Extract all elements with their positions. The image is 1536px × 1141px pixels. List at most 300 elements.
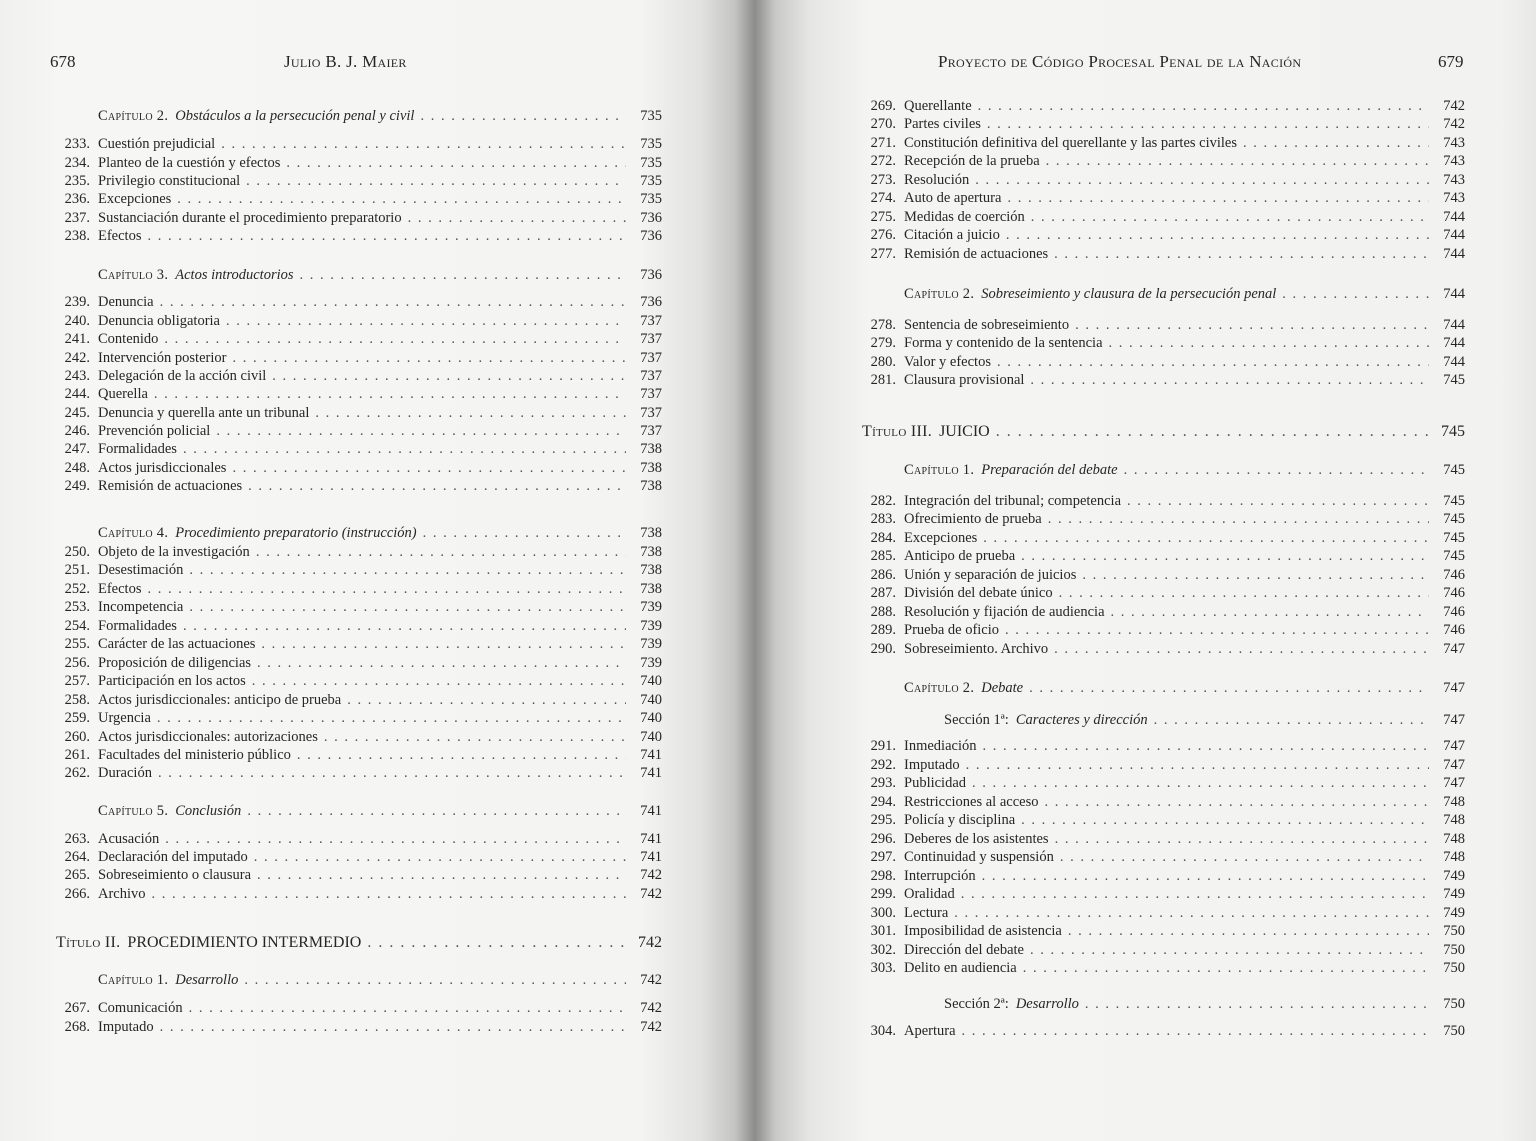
chapter-title: Desarrollo — [175, 972, 239, 988]
article-number: 299. — [870, 886, 896, 902]
page-ref: 736 — [640, 294, 662, 310]
dot-leader — [1085, 996, 1429, 1013]
toc-entry — [50, 313, 662, 332]
toc-entry — [856, 246, 1465, 265]
entry-title: Desestimación — [98, 562, 184, 578]
entry-title: Resolución — [904, 172, 970, 188]
article-number: 302. — [870, 942, 896, 958]
article-number: 296. — [870, 831, 896, 847]
dot-leader — [154, 386, 626, 403]
page-ref: 737 — [640, 386, 662, 402]
article-number: 274. — [870, 190, 896, 206]
entry-title: Oralidad — [904, 886, 955, 902]
page-ref: 748 — [1443, 794, 1465, 810]
article-number: 258. — [64, 692, 90, 708]
dot-leader — [254, 849, 626, 866]
page-number: 678 — [50, 52, 76, 71]
article-number: 259. — [64, 710, 90, 726]
article-number: 248. — [64, 460, 90, 476]
page-ref: 739 — [640, 599, 662, 615]
entry-title: Proposición de diligencias — [98, 655, 252, 671]
dot-leader — [1031, 209, 1429, 226]
entry-title: Facultades del ministerio público — [98, 747, 291, 763]
toc-entry — [856, 98, 1465, 117]
entry-title: Delito en audiencia — [904, 960, 1017, 976]
article-number: 257. — [64, 673, 90, 689]
article-number: 233. — [64, 136, 90, 152]
entry-title: Restricciones al acceso — [904, 794, 1039, 810]
dot-leader — [1006, 227, 1429, 244]
dot-leader — [1059, 585, 1429, 602]
page-ref: 743 — [1443, 153, 1465, 169]
entry-title: Policía y disciplina — [904, 812, 1016, 828]
page-ref: 738 — [640, 525, 662, 541]
article-number: 269. — [870, 98, 896, 114]
article-number: 280. — [870, 354, 896, 370]
entry-title: Objeto de la investigación — [98, 544, 250, 560]
chapter-label: Capítulo 4. — [98, 525, 169, 541]
page-ref: 744 — [1443, 335, 1465, 351]
article-number: 278. — [870, 317, 896, 333]
entry-title: Ofrecimiento de prueba — [904, 511, 1042, 527]
article-number: 287. — [870, 585, 896, 601]
dot-leader — [961, 886, 1429, 903]
article-number: 241. — [64, 331, 90, 347]
toc-entry — [856, 317, 1465, 336]
entry-title: Contenido — [98, 331, 159, 347]
dot-leader — [1044, 794, 1429, 811]
chapter-heading — [50, 267, 662, 286]
toc-entry — [50, 405, 662, 424]
article-number: 266. — [64, 886, 90, 902]
chapter-heading — [50, 525, 662, 544]
page-ref: 735 — [640, 191, 662, 207]
dot-leader — [252, 673, 626, 690]
dot-leader — [246, 173, 626, 190]
dot-leader — [286, 155, 626, 172]
toc-entry — [856, 567, 1465, 586]
page-ref: 750 — [1443, 996, 1465, 1012]
toc-entry — [50, 350, 662, 369]
dot-leader — [232, 460, 626, 477]
article-number: 288. — [870, 604, 896, 620]
toc-entry — [856, 116, 1465, 135]
page-ref: 738 — [640, 562, 662, 578]
page-ref: 750 — [1443, 1023, 1465, 1039]
article-number: 256. — [64, 655, 90, 671]
toc-entry — [856, 886, 1465, 905]
dot-leader — [1030, 942, 1429, 959]
page-ref: 748 — [1443, 831, 1465, 847]
dot-leader — [272, 368, 626, 385]
toc-entry — [856, 153, 1465, 172]
page-ref: 742 — [640, 1019, 662, 1035]
dot-leader — [232, 350, 626, 367]
page-ref: 740 — [640, 710, 662, 726]
article-number: 292. — [870, 757, 896, 773]
dot-leader — [997, 354, 1429, 371]
page-ref: 745 — [1441, 423, 1465, 440]
toc-entry — [50, 386, 662, 405]
dot-leader — [1154, 712, 1429, 729]
article-number: 237. — [64, 210, 90, 226]
entry-title: Resolución y fijación de audiencia — [904, 604, 1105, 620]
entry-title: Archivo — [98, 886, 146, 902]
entry-title: Querellante — [904, 98, 972, 114]
page-ref: 743 — [1443, 172, 1465, 188]
page-ref: 735 — [640, 173, 662, 189]
dot-leader — [1075, 317, 1429, 334]
article-number: 247. — [64, 441, 90, 457]
toc-entry — [50, 710, 662, 729]
page-ref: 740 — [640, 692, 662, 708]
article-number: 234. — [64, 155, 90, 171]
page-ref: 747 — [1443, 680, 1465, 696]
article-number: 262. — [64, 765, 90, 781]
page-ref: 742 — [640, 886, 662, 902]
dot-leader — [1029, 680, 1429, 697]
dot-leader — [160, 294, 626, 311]
article-number: 295. — [870, 812, 896, 828]
article-number: 272. — [870, 153, 896, 169]
article-number: 267. — [64, 1000, 90, 1016]
dot-leader — [420, 108, 626, 125]
article-number: 263. — [64, 831, 90, 847]
dot-leader — [978, 98, 1429, 115]
titulo-label: Título III. — [862, 423, 933, 440]
dot-leader — [257, 655, 626, 672]
toc-entry — [50, 294, 662, 313]
page-ref: 737 — [640, 331, 662, 347]
article-number: 239. — [64, 294, 90, 310]
chapter-heading — [50, 972, 662, 991]
page-ref: 749 — [1443, 886, 1465, 902]
titulo-heading — [856, 423, 1465, 442]
toc-entry — [856, 493, 1465, 512]
page-ref: 745 — [1443, 462, 1465, 478]
page-ref: 749 — [1443, 905, 1465, 921]
chapter-title: Procedimiento preparatorio (instrucción) — [175, 525, 417, 541]
dot-leader — [324, 729, 626, 746]
article-number: 235. — [64, 173, 90, 189]
entry-title: Actos jurisdiccionales: anticipo de prueba — [98, 692, 342, 708]
section-heading — [856, 712, 1465, 731]
article-number: 283. — [870, 511, 896, 527]
titulo-label: Título II. — [56, 934, 121, 951]
dot-leader — [189, 562, 626, 579]
dot-leader — [226, 313, 626, 330]
dot-leader — [297, 747, 626, 764]
article-number: 300. — [870, 905, 896, 921]
chapter-heading — [50, 108, 662, 127]
dot-leader — [1021, 548, 1429, 565]
toc-entry — [50, 655, 662, 674]
page-ref: 743 — [1443, 135, 1465, 151]
page-ref: 746 — [1443, 585, 1465, 601]
chapter-title: Sobreseimiento y clausura de la persecución penal — [981, 286, 1277, 302]
article-number: 273. — [870, 172, 896, 188]
toc-entry — [856, 831, 1465, 850]
page-ref: 742 — [1443, 98, 1465, 114]
article-number: 236. — [64, 191, 90, 207]
dot-leader — [1068, 923, 1429, 940]
article-number: 251. — [64, 562, 90, 578]
dot-leader — [1111, 604, 1429, 621]
entry-title: Remisión de actuaciones — [98, 478, 243, 494]
entry-title: Denuncia — [98, 294, 154, 310]
dot-leader — [1048, 511, 1429, 528]
article-number: 297. — [870, 849, 896, 865]
article-number: 246. — [64, 423, 90, 439]
entry-title: Imposibilidad de asistencia — [904, 923, 1062, 939]
dot-leader — [248, 478, 626, 495]
page-ref: 741 — [640, 765, 662, 781]
article-number: 277. — [870, 246, 896, 262]
entry-title: Inmediación — [904, 738, 977, 754]
entry-title: Actos jurisdiccionales: autorizaciones — [98, 729, 318, 745]
chapter-title: Preparación del debate — [981, 462, 1118, 478]
entry-title: Forma y contenido de la sentencia — [904, 335, 1103, 351]
page-ref: 736 — [640, 228, 662, 244]
dot-leader — [982, 868, 1429, 885]
dot-leader — [256, 544, 626, 561]
toc-entry — [50, 1019, 662, 1038]
chapter-label: Capítulo 1. — [904, 462, 975, 478]
article-number: 279. — [870, 335, 896, 351]
toc-entry — [856, 135, 1465, 154]
toc-entry — [50, 692, 662, 711]
article-number: 238. — [64, 228, 90, 244]
toc-entry — [856, 960, 1465, 979]
toc-entry — [50, 562, 662, 581]
page-ref: 738 — [640, 460, 662, 476]
toc-entry — [856, 812, 1465, 831]
dot-leader — [1055, 831, 1429, 848]
article-number: 301. — [870, 923, 896, 939]
toc-entry — [856, 209, 1465, 228]
dot-leader — [221, 136, 626, 153]
toc-entry — [50, 1000, 662, 1019]
chapter-label: Capítulo 2. — [98, 108, 169, 124]
page-ref: 739 — [640, 618, 662, 634]
page-number: 679 — [1438, 52, 1464, 71]
page-ref: 743 — [1443, 190, 1465, 206]
dot-leader — [347, 692, 626, 709]
page-ref: 747 — [1443, 712, 1465, 728]
chapter-heading — [50, 803, 662, 822]
dot-leader — [1127, 493, 1429, 510]
right-page — [770, 0, 1536, 1141]
entry-title: Excepciones — [904, 530, 978, 546]
dot-leader — [1046, 153, 1429, 170]
entry-title: Denuncia y querella ante un tribunal — [98, 405, 310, 421]
dot-leader — [1021, 812, 1429, 829]
page-ref: 744 — [1443, 354, 1465, 370]
entry-title: Urgencia — [98, 710, 151, 726]
page-ref: 735 — [640, 108, 662, 124]
toc-entry — [50, 849, 662, 868]
article-number: 264. — [64, 849, 90, 865]
section-heading — [856, 996, 1465, 1015]
toc-entry — [856, 622, 1465, 641]
entry-title: Privilegio constitucional — [98, 173, 241, 189]
toc-entry — [856, 227, 1465, 246]
dot-leader — [408, 210, 626, 227]
page-ref: 744 — [1443, 246, 1465, 262]
page-ref: 748 — [1443, 812, 1465, 828]
article-number: 275. — [870, 209, 896, 225]
page-ref: 740 — [640, 729, 662, 745]
entry-title: Lectura — [904, 905, 949, 921]
dot-leader — [160, 1019, 626, 1036]
article-number: 268. — [64, 1019, 90, 1035]
toc-entry — [856, 335, 1465, 354]
page-ref: 745 — [1443, 511, 1465, 527]
toc-entry — [50, 581, 662, 600]
toc-entry — [50, 544, 662, 563]
toc-entry — [856, 585, 1465, 604]
dot-leader — [189, 1000, 626, 1017]
toc-entry — [50, 423, 662, 442]
dot-leader — [1054, 246, 1429, 263]
page-ref: 737 — [640, 313, 662, 329]
toc-entry — [856, 942, 1465, 961]
toc-entry — [856, 530, 1465, 549]
entry-title: Excepciones — [98, 191, 172, 207]
article-number: 286. — [870, 567, 896, 583]
toc-entry — [50, 191, 662, 210]
chapter-title: Actos introductorios — [175, 267, 294, 283]
dot-leader — [1243, 135, 1429, 152]
article-number: 249. — [64, 478, 90, 494]
page-ref: 747 — [1443, 738, 1465, 754]
toc-entry — [50, 886, 662, 905]
toc-entry — [856, 604, 1465, 623]
article-number: 240. — [64, 313, 90, 329]
dot-leader — [1007, 190, 1429, 207]
article-number: 265. — [64, 867, 90, 883]
dot-leader — [147, 228, 626, 245]
entry-title: Unión y separación de juicios — [904, 567, 1077, 583]
page-ref: 745 — [1443, 493, 1465, 509]
chapter-heading — [856, 286, 1465, 305]
entry-title: Medidas de coerción — [904, 209, 1025, 225]
dot-leader — [158, 765, 626, 782]
toc-entry — [50, 747, 662, 766]
dot-leader — [367, 934, 626, 952]
entry-title: Remisión de actuaciones — [904, 246, 1049, 262]
entry-title: Declaración del imputado — [98, 849, 248, 865]
article-number: 291. — [870, 738, 896, 754]
dot-leader — [152, 886, 626, 903]
entry-title: Formalidades — [98, 618, 177, 634]
article-number: 281. — [870, 372, 896, 388]
toc-entry — [50, 867, 662, 886]
page-ref: 744 — [1443, 209, 1465, 225]
article-number: 303. — [870, 960, 896, 976]
entry-title: Comunicación — [98, 1000, 183, 1016]
article-number: 255. — [64, 636, 90, 652]
section-label: Sección 1ª: — [944, 712, 1009, 728]
section-label: Sección 2ª: — [944, 996, 1009, 1012]
toc-entry — [856, 511, 1465, 530]
dot-leader — [244, 972, 626, 989]
entry-title: Efectos — [98, 228, 142, 244]
page-ref: 747 — [1443, 641, 1465, 657]
dot-leader — [1005, 622, 1429, 639]
entry-title: Prueba de oficio — [904, 622, 1000, 638]
page-ref: 747 — [1443, 757, 1465, 773]
article-number: 293. — [870, 775, 896, 791]
entry-title: Valor y efectos — [904, 354, 991, 370]
entry-title: Intervención posterior — [98, 350, 227, 366]
chapter-label: Capítulo 2. — [904, 680, 975, 696]
dot-leader — [1060, 849, 1429, 866]
chapter-title: Obstáculos a la persecución penal y civil — [175, 108, 415, 124]
page-ref: 737 — [640, 350, 662, 366]
toc-entry — [50, 831, 662, 850]
toc-entry — [50, 618, 662, 637]
entry-title: Actos jurisdiccionales — [98, 460, 227, 476]
toc-entry — [50, 636, 662, 655]
entry-title: Continuidad y suspensión — [904, 849, 1054, 865]
chapter-heading — [856, 462, 1465, 481]
entry-title: Constitución definitiva del querellante y las partes civiles — [904, 135, 1238, 151]
entry-title: Denuncia obligatoria — [98, 313, 220, 329]
entry-title: Sentencia de sobreseimiento — [904, 317, 1070, 333]
toc-entry — [856, 372, 1465, 391]
dot-leader — [261, 636, 626, 653]
page-ref: 741 — [640, 803, 662, 819]
article-number: 261. — [64, 747, 90, 763]
dot-leader — [1082, 567, 1429, 584]
toc-entry — [856, 905, 1465, 924]
dot-leader — [189, 599, 626, 616]
toc-entry — [856, 172, 1465, 191]
page-ref: 738 — [640, 478, 662, 494]
entry-title: Recepción de la prueba — [904, 153, 1040, 169]
page-ref: 742 — [640, 972, 662, 988]
entry-title: Citación a juicio — [904, 227, 1000, 243]
toc-entry — [50, 136, 662, 155]
entry-title: Cuestión prejudicial — [98, 136, 216, 152]
dot-leader — [1054, 641, 1429, 658]
entry-title: Planteo de la cuestión y efectos — [98, 155, 281, 171]
page-ref: 742 — [1443, 116, 1465, 132]
page-ref: 750 — [1443, 942, 1465, 958]
dot-leader — [1282, 286, 1429, 303]
page-ref: 750 — [1443, 960, 1465, 976]
article-number: 271. — [870, 135, 896, 151]
entry-title: Sobreseimiento. Archivo — [904, 641, 1049, 657]
toc-entry — [856, 190, 1465, 209]
page-ref: 745 — [1443, 372, 1465, 388]
entry-title: Deberes de los asistentes — [904, 831, 1049, 847]
toc-entry — [50, 173, 662, 192]
article-number: 282. — [870, 493, 896, 509]
dot-leader — [982, 738, 1429, 755]
titulo-title: JUICIO — [939, 423, 990, 440]
entry-title: Auto de apertura — [904, 190, 1002, 206]
page-ref: 746 — [1443, 604, 1465, 620]
page-ref: 738 — [640, 544, 662, 560]
article-number: 244. — [64, 386, 90, 402]
dot-leader — [183, 618, 626, 635]
page-ref: 737 — [640, 405, 662, 421]
page-ref: 741 — [640, 831, 662, 847]
page-ref: 738 — [640, 581, 662, 597]
entry-title: Integración del tribunal; competencia — [904, 493, 1122, 509]
